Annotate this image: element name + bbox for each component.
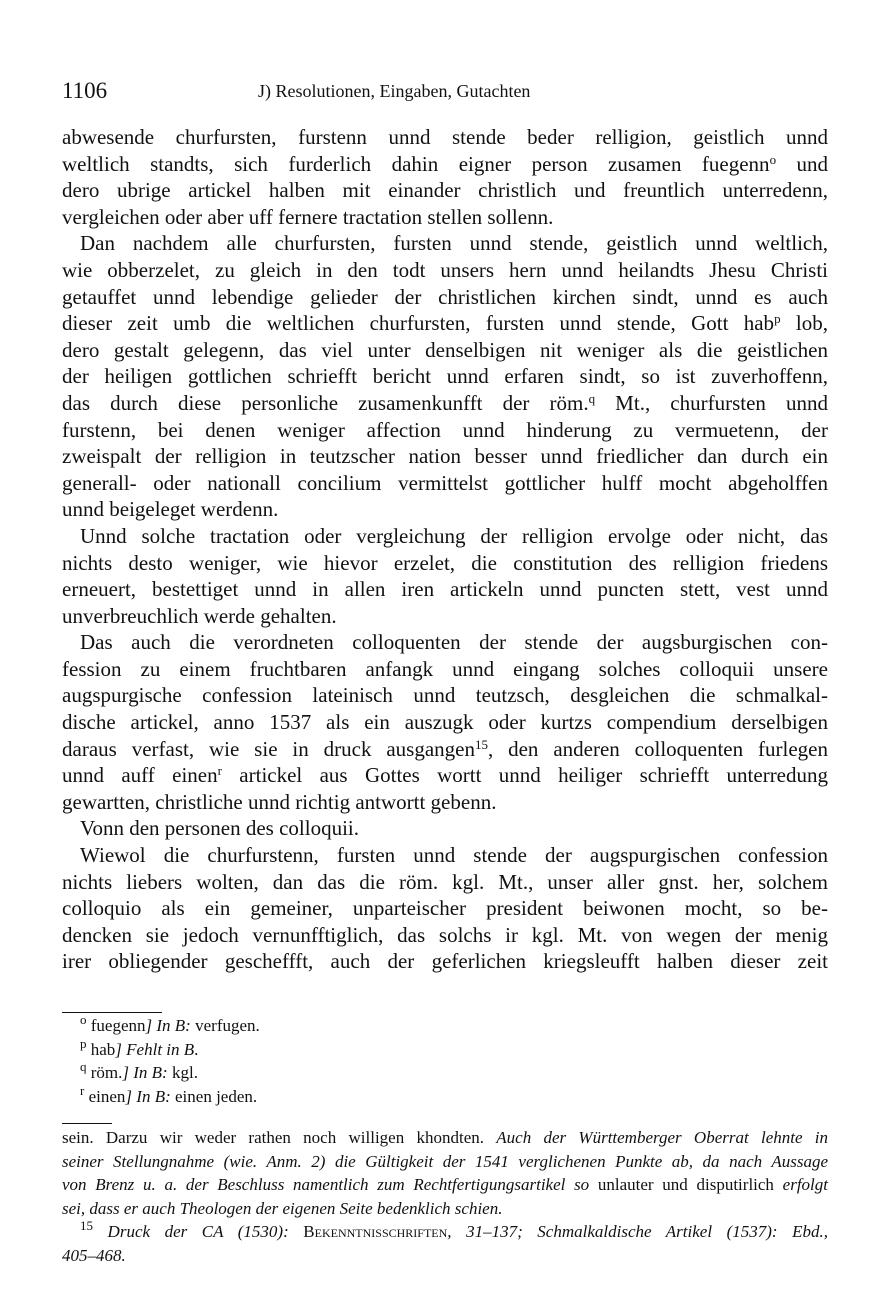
text-segment: dencken sie jedoch vernunfftiglich, das solchs ir kgl. Mt. von wegen der menig: [62, 922, 828, 947]
text-line: [62, 363, 828, 390]
apparatus-rule: [62, 1012, 162, 1013]
text-segment: unlauter und disputirlich: [589, 1175, 783, 1194]
text-segment: getauffet unnd lebendige gelieder der christlichen kirchen sindt, unnd es auch: [62, 284, 828, 309]
lemma-bracket: ]: [125, 1086, 137, 1106]
text-segment: Dan nachdem alle churfursten, fursten unnd stende, geistlich unnd weltlich,: [80, 231, 828, 256]
apparatus-entry: [62, 1082, 828, 1109]
apparatus-entry: [62, 1035, 828, 1062]
text-segment: unnd beigeleget werdenn.: [62, 497, 279, 522]
apparatus-lemma: röm.: [90, 1063, 123, 1083]
text-segment: Vonn den personen des colloquii.: [80, 816, 359, 841]
text-line: [62, 948, 828, 975]
text-line: [62, 310, 828, 337]
text-line: [62, 576, 828, 603]
text-segment: erneuert, bestettiget unnd in allen iren artickeln unnd puncten stett, vest unnd: [62, 577, 828, 602]
text-line: [62, 656, 828, 683]
text-segment: und: [776, 151, 828, 176]
apparatus-note: verfugen.: [190, 1016, 260, 1035]
text-line: [62, 257, 828, 284]
page-header: [62, 78, 828, 106]
text-line: [62, 417, 828, 444]
text-line: [62, 1197, 828, 1221]
italic-text: Druck der CA (1530):: [93, 1222, 304, 1241]
text-line: [62, 1126, 828, 1150]
text-line: [62, 151, 828, 178]
footnote-marker: p: [774, 311, 781, 327]
text-line: [62, 204, 828, 231]
footnote-marker: 15: [80, 1218, 93, 1233]
text-segment: sein. Darzu wir weder rathen noch willigen khondten.: [62, 1128, 497, 1147]
apparatus-note-italic: In B:: [133, 1063, 168, 1083]
text-segment: generall- oder nationall concilium vermittelst gottlicher hulff mocht abgeholffen: [62, 470, 828, 495]
running-title: J) Resolutionen, Eingaben, Gutachten: [258, 81, 531, 101]
text-line: [62, 177, 828, 204]
footnote-rule: [62, 1123, 112, 1124]
main-text: [62, 124, 828, 975]
italic-text: seiner Stellungnahme (wie. Anm. 2) die Gültigkeit der 1541 verglichenen Punkte ab, da nach Aussage: [62, 1151, 828, 1171]
text-segment: irer obliegender gescheffft, auch der geferlichen kriegsleufft halben dieser zeit: [62, 949, 828, 974]
text-segment: wie obberzelet, zu gleich in den todt unsers hern unnd heilandts Jhesu Christi: [62, 257, 828, 282]
text-segment: furstenn, bei denen weniger affection unnd hinderung zu vermuetenn, der: [62, 417, 828, 442]
lemma-bracket: ]: [115, 1039, 127, 1059]
text-segment: nichts liebers wolten, dan das die röm. kgl. Mt., unser aller gnst. her, solchem: [62, 869, 828, 894]
text-line: [62, 682, 828, 709]
apparatus-marker: r: [80, 1082, 85, 1098]
text-line: [62, 496, 828, 523]
text-line: [62, 629, 828, 656]
apparatus-entry: [62, 1061, 828, 1085]
footnotes: [62, 1126, 828, 1267]
apparatus-note-italic: In B:: [136, 1086, 171, 1106]
text-line: [62, 815, 828, 842]
text-line: [62, 842, 828, 869]
text-segment: abwesende churfursten, furstenn unnd stende beder relligion, geistlich unnd: [62, 125, 828, 149]
apparatus-lemma: hab: [90, 1039, 116, 1059]
footnote-marker: r: [217, 763, 222, 779]
italic-text: , 31–137; Schmalkaldische Artikel (1537): Ebd.,: [447, 1222, 828, 1241]
text-segment: der heiligen gottlichen schriefft bericht unnd erfaren sindt, so ist zuverhoffenn,: [62, 364, 828, 389]
text-segment: Mt., churfursten unnd: [595, 390, 828, 415]
italic-text: 405–468.: [62, 1245, 126, 1265]
text-line: [62, 789, 828, 816]
italic-text: sei, dass er auch Theologen der eigenen Seite bedenklich schien.: [62, 1198, 503, 1218]
apparatus-note-italic: In B:: [156, 1016, 191, 1035]
text-line: [62, 230, 828, 257]
text-segment: , den anderen colloquenten furlegen: [487, 736, 828, 761]
text-segment: gewartten, christliche unnd richtig antwortt gebenn.: [62, 789, 497, 814]
text-line: [62, 470, 828, 497]
text-line: [62, 550, 828, 577]
text-segment: daraus verfast, wie sie in druck ausgangen: [62, 736, 475, 761]
text-segment: vergleichen oder aber uff fernere tractation stellen sollenn.: [62, 204, 554, 229]
apparatus-note: einen jeden.: [170, 1086, 258, 1106]
text-line: [62, 1220, 828, 1244]
text-segment: unverbreuchlich werde gehalten.: [62, 603, 337, 628]
apparatus-marker: p: [80, 1035, 87, 1051]
italic-text: von Brenz u. a. der Beschluss namentlich zum Rechtfertigungsartikel so: [62, 1175, 590, 1194]
text-line: [62, 124, 828, 151]
lemma-bracket: ]: [145, 1016, 157, 1035]
text-line: [62, 1150, 828, 1174]
text-segment: dieser zeit umb die weltlichen churfursten, fursten unnd stende, Gott hab: [62, 311, 775, 336]
footnote-marker: 15: [474, 736, 488, 752]
apparatus-marker: o: [80, 1012, 87, 1027]
apparatus-lemma: einen: [88, 1086, 126, 1106]
text-segment: artickel aus Gottes wortt unnd heiliger schriefft unterredung: [221, 763, 829, 788]
apparatus-note-italic: Fehlt in B: [126, 1039, 195, 1059]
text-segment: dero gestalt gelegenn, das viel unter denselbigen nit weniger als die geistlichen: [62, 337, 828, 362]
page-number: 1106: [62, 78, 108, 103]
footnote-marker: q: [588, 390, 596, 406]
text-segment: dische artickel, anno 1537 als ein auszugk oder kurtzs compendium derselbigen: [62, 710, 828, 735]
text-line: [62, 443, 828, 470]
text-segment: colloquio als ein gemeiner, unparteischer president beiwonen mocht, so be-: [62, 896, 828, 921]
text-segment: das durch diese personliche zusamenkunfft der röm.: [62, 390, 589, 415]
text-segment: fession zu einem fruchtbaren anfangk unnd eingang solches colloquii unsere: [62, 656, 828, 681]
text-line: [62, 736, 828, 763]
apparatus-entry: [62, 1014, 828, 1038]
text-line: [62, 337, 828, 364]
footnote-marker: o: [769, 151, 777, 167]
text-line: [62, 603, 828, 630]
text-segment: zweispalt der relligion in teutzscher nation besser unnd friedlicher dan durch ein: [62, 444, 828, 469]
text-segment: weltlich standts, sich furderlich dahin eigner person zusamen fuegenn: [62, 151, 770, 176]
text-line: [62, 922, 828, 949]
critical-apparatus: [62, 1014, 828, 1108]
text-line: [62, 895, 828, 922]
text-line: [62, 709, 828, 736]
text-segment: unnd auff einen: [62, 763, 218, 788]
text-line: [62, 284, 828, 311]
text-line: [62, 1173, 828, 1197]
text-line: [62, 390, 828, 417]
text-segment: lob,: [780, 311, 828, 336]
text-segment: Unnd solche tractation oder vergleichung der relligion ervolge oder nicht, das: [80, 523, 828, 548]
apparatus-note: .: [194, 1039, 199, 1059]
apparatus-lemma: fuegenn: [90, 1016, 146, 1035]
text-segment: augspurgische confession lateinisch unnd teutzsch, desgleichen die schmalkal-: [62, 683, 828, 708]
italic-text: erfolgt: [782, 1175, 828, 1194]
italic-text: Auch der Württemberger Oberrat lehnte in: [496, 1128, 828, 1147]
text-segment: nichts desto weniger, wie hievor erzelet, die constitution des relligion friedens: [62, 550, 828, 575]
text-line: [62, 523, 828, 550]
apparatus-marker: q: [80, 1059, 87, 1075]
apparatus-note: kgl.: [167, 1063, 198, 1083]
text-line: [62, 1244, 828, 1268]
text-segment: Das auch die verordneten colloquenten der stende der augsburgischen con-: [80, 630, 828, 655]
small-caps-text: Bekenntnisschriften: [303, 1222, 448, 1241]
text-line: [62, 762, 828, 789]
text-line: [62, 869, 828, 896]
lemma-bracket: ]: [122, 1063, 134, 1083]
text-segment: dero ubrige artickel halben mit einander christlich und freuntlich unterredenn,: [62, 178, 828, 203]
text-segment: Wiewol die churfurstenn, fursten unnd stende der augspurgischen confession: [80, 843, 828, 868]
